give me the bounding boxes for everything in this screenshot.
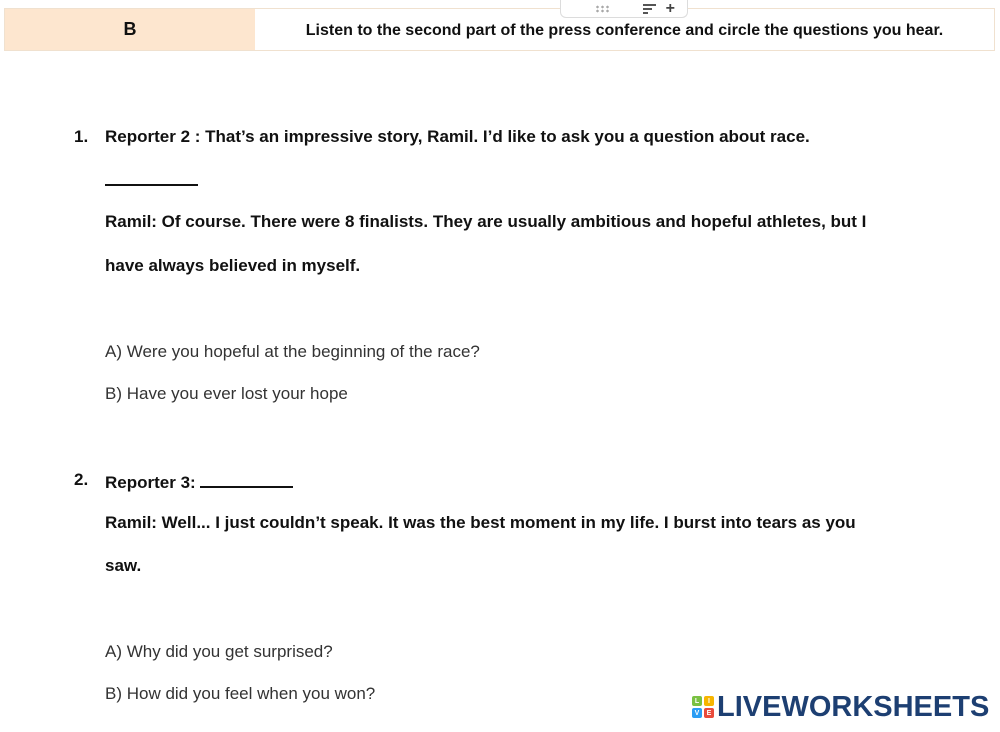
logo-mark-icon [692, 696, 714, 718]
question-2-prompt-line [105, 470, 293, 493]
question-2-blank[interactable] [200, 470, 293, 488]
logo-letter: E [704, 708, 714, 718]
sort-icon[interactable] [643, 4, 656, 14]
drag-handle-icon[interactable] [595, 5, 609, 13]
logo-text: LIVEWORKSHEETS [717, 690, 990, 723]
question-1-option-b[interactable]: B) Have you ever lost your hope [105, 384, 348, 403]
liveworksheets-logo [692, 692, 989, 722]
question-1-prompt: Reporter 2 : That’s an impressive story, Ramil. I’d like to ask you a question about race. [105, 127, 810, 146]
question-1-blank[interactable] [105, 184, 198, 186]
question-2-prompt: Reporter 3: [105, 473, 196, 492]
instruction-header [4, 8, 995, 51]
question-1-answer-line1: Ramil: Of course. There were 8 finalists. They are usually ambitious and hopeful athletes, but I [105, 212, 867, 231]
question-2-answer-line1: Ramil: Well... I just couldn’t speak. It was the best moment in my life. I burst into tears as you [105, 513, 856, 532]
block-toolbar [560, 0, 688, 18]
logo-letter: I [704, 696, 714, 706]
question-2-answer-line2: saw. [105, 556, 142, 575]
question-1-answer-line2: have always believed in myself. [105, 256, 361, 275]
logo-letter: L [692, 696, 702, 706]
section-letter: B [5, 9, 255, 50]
add-icon[interactable]: + [665, 0, 675, 17]
logo-letter: V [692, 708, 702, 718]
question-2-option-a[interactable]: A) Why did you get surprised? [105, 642, 333, 661]
question-1-number: 1. [74, 127, 89, 146]
question-2-option-b[interactable]: B) How did you feel when you won? [105, 684, 376, 703]
question-1-option-a[interactable]: A) Were you hopeful at the beginning of the race? [105, 342, 480, 361]
question-2-number: 2. [74, 470, 89, 489]
instruction-text: Listen to the second part of the press conference and circle the questions you hear. [305, 21, 944, 39]
